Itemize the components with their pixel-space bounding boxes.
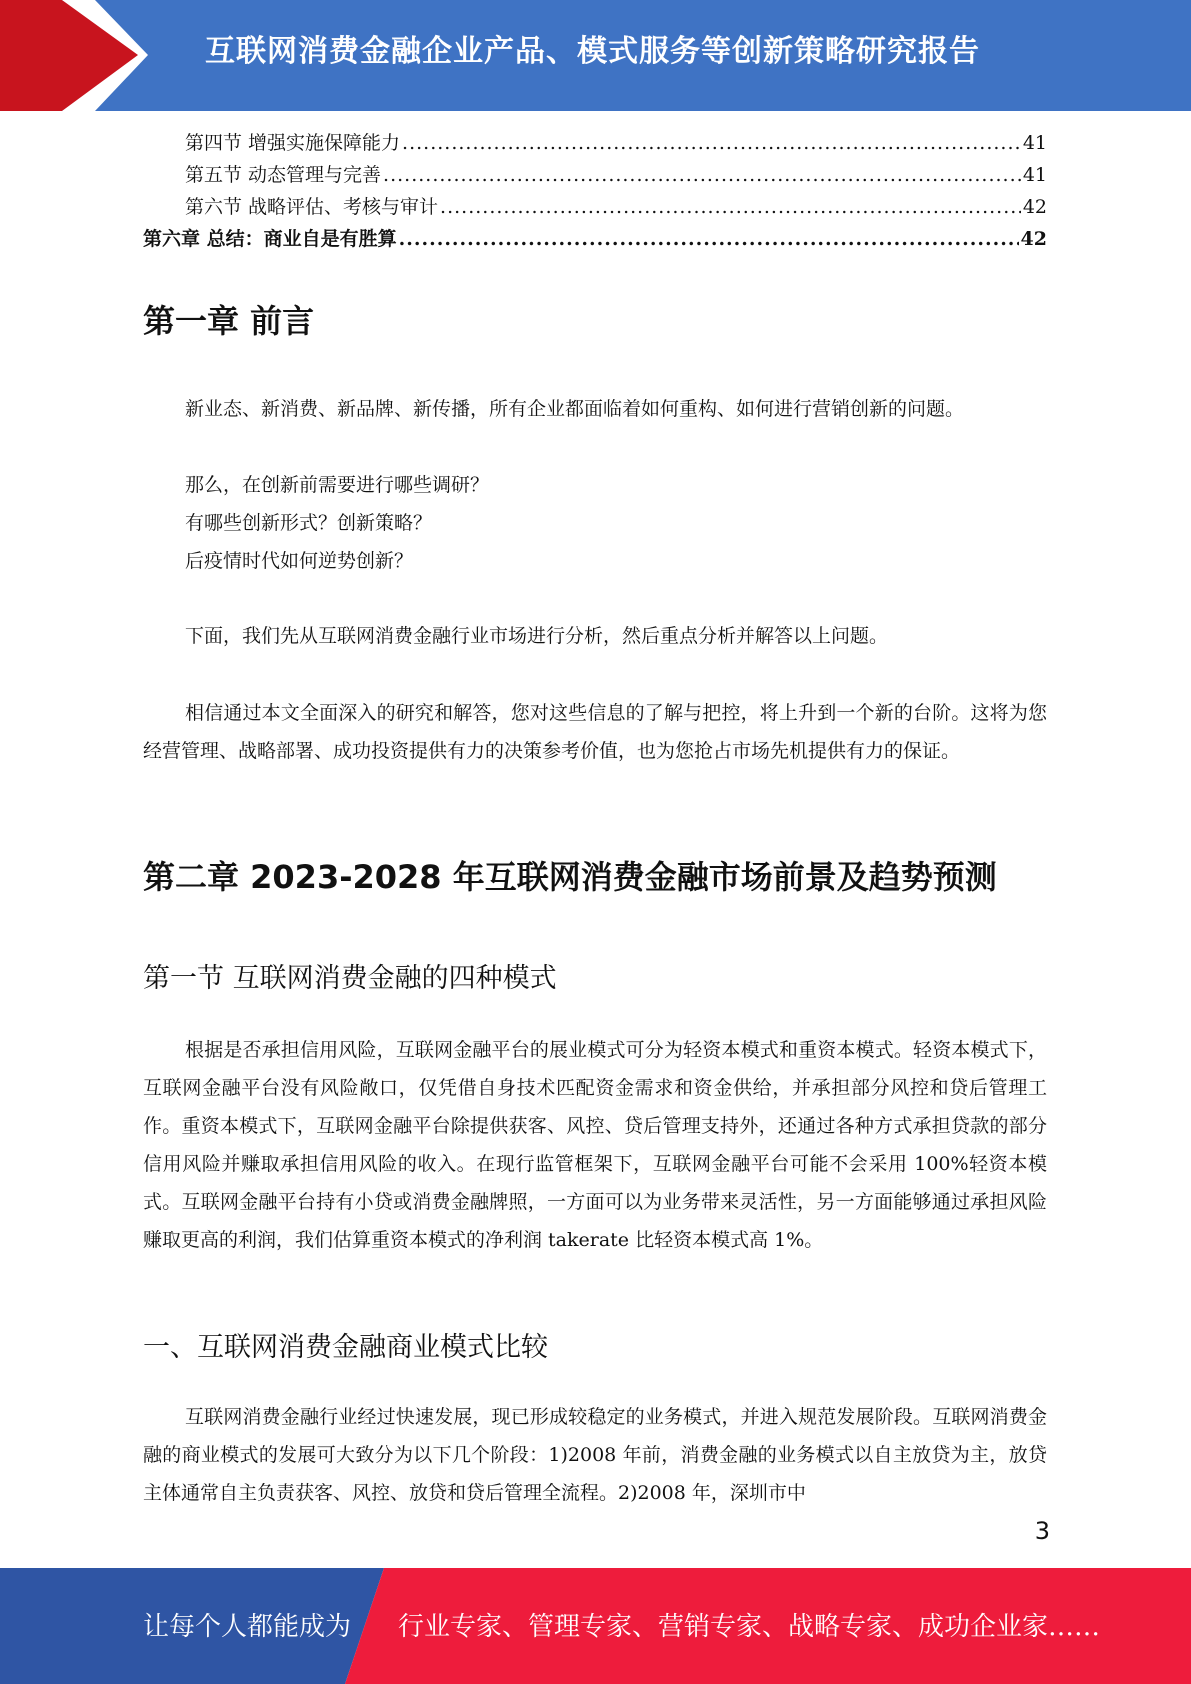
page-number: 3 (1034, 1517, 1050, 1545)
section-1-title: 第一节 互联网消费金融的四种模式 (143, 963, 557, 994)
footer-slogan-right: 行业专家、管理专家、营销专家、战略专家、成功企业家…… (398, 1612, 1101, 1642)
toc-entry-page: 42 (1022, 196, 1047, 218)
header-title: 互联网消费金融企业产品、模式服务等创新策略研究报告 (205, 34, 980, 69)
chapter-1-question-3: 后疫情时代如何逆势创新？ (185, 550, 414, 572)
chapter-1-paragraph-1: 新业态、新消费、新品牌、新传播，所有企业都面临着如何重构、如何进行营销创新的问题。 (185, 398, 965, 420)
toc-entry[interactable] (143, 128, 1047, 160)
toc-entry[interactable] (143, 192, 1047, 224)
toc-leader-dots (399, 228, 1019, 250)
subsection-1-paragraph: 互联网消费金融行业经过快速发展，现已形成较稳定的业务模式，并进入规范发展阶段。互联网消费金融的商业模式的发展可大致分为以下几个阶段：1)2008 年前，消费金融的业务模式以自主放贷为主，放贷主体通常自主负责获客、风控、放贷和贷后管理全流程。2)2008 年，深圳市中 (143, 1406, 1047, 1504)
chapter-2-title: 第二章 2023-2028 年互联网消费金融市场前景及趋势预测 (143, 858, 997, 896)
toc-entry-label: 第五节 动态管理与完善 (185, 164, 382, 186)
table-of-contents (143, 128, 1047, 256)
footer-slogan-left: 让每个人都能成为 (143, 1612, 352, 1642)
chapter-1-question-2: 有哪些创新形式？创新策略？ (185, 512, 433, 534)
toc-entry[interactable] (143, 160, 1047, 192)
toc-entry-label: 第六章 总结：商业自是有胜算 (143, 228, 397, 250)
page-footer (0, 1568, 1191, 1684)
toc-entry-page: 42 (1020, 228, 1047, 250)
toc-entry-label: 第六节 战略评估、考核与审计 (185, 196, 439, 218)
section-1-paragraph: 根据是否承担信用风险，互联网金融平台的展业模式可分为轻资本模式和重资本模式。轻资本模式下，互联网金融平台没有风险敞口，仅凭借自身技术匹配资金需求和资金供给，并承担部分风控和贷后管理工作。重资本模式下，互联网金融平台除提供获客、风控、贷后管理支持外，还通过各种方式承担贷款的部分信用风险并赚取承担信用风险的收入。在现行监管框架下，互联网金融平台可能不会采用 100%轻资本模式。互联网金融平台持有小贷或消费金融牌照，一方面可以为业务带来灵活性，另一方面能够通过承担风险赚取更高的利润，我们估算重资本模式的净利润 takerate 比轻资本模式高 1%。 (143, 1039, 1047, 1251)
toc-leader-dots (402, 132, 1021, 154)
toc-entry-page: 41 (1022, 132, 1047, 154)
toc-entry-label: 第四节 增强实施保障能力 (185, 132, 401, 154)
chapter-1-paragraph-3: 相信通过本文全面深入的研究和解答，您对这些信息的了解与把控，将上升到一个新的台阶。这将为您经营管理、战略部署、成功投资提供有力的决策参考价值，也为您抢占市场先机提供有力的保证。 (143, 702, 1047, 762)
chapter-1-question-1: 那么，在创新前需要进行哪些调研？ (185, 474, 490, 496)
toc-leader-dots (440, 196, 1021, 218)
toc-leader-dots (383, 164, 1021, 186)
toc-entry-page: 41 (1022, 164, 1047, 186)
toc-entry[interactable] (143, 224, 1047, 256)
page-header (0, 0, 1191, 111)
subsection-1-title: 一、互联网消费金融商业模式比较 (143, 1332, 548, 1363)
chapter-1-title: 第一章 前言 (143, 302, 315, 340)
chapter-1-paragraph-2: 下面，我们先从互联网消费金融行业市场进行分析，然后重点分析并解答以上问题。 (185, 625, 889, 647)
